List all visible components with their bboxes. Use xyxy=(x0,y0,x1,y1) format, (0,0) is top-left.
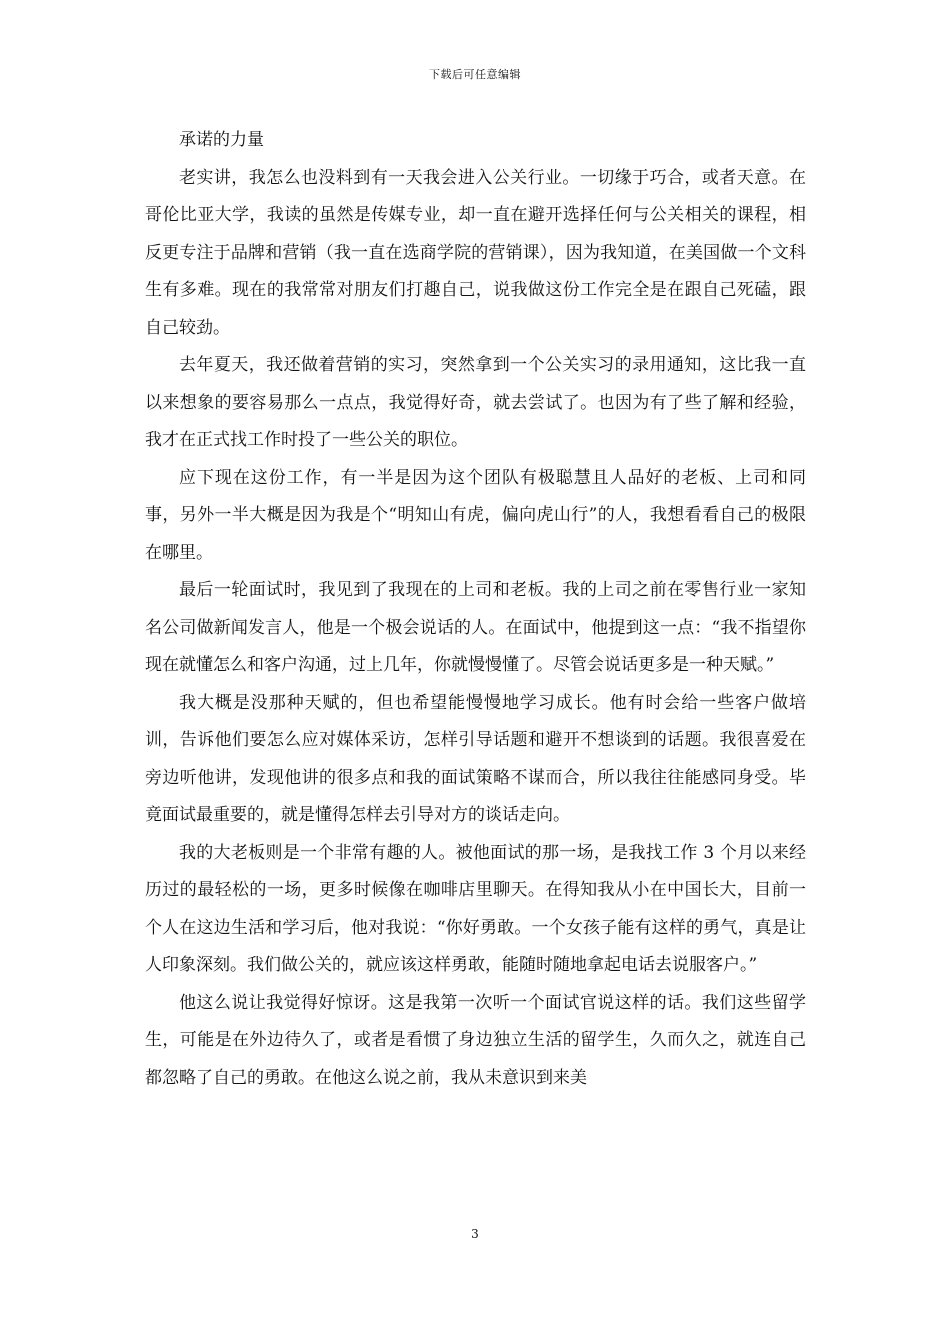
page-number: 3 xyxy=(471,1227,479,1241)
article-title: 承诺的力量 xyxy=(179,130,264,150)
paragraph-6: 我的大老板则是一个非常有趣的人。被他面试的那一场，是我找工作 3 个月以来经历过的最轻松的一场，更多时候像在咖啡店里聊天。在得知我从小在中国长大，目前一个人在这边生活和学习后，他对我说：“你好勇敢。一个女孩子能有这样的勇气，真是让人印象深刻。我们做公关的，就应该这样勇敢，能随时随地拿起电话去说服客户。” xyxy=(145,842,806,975)
document-body xyxy=(145,122,806,1097)
paragraph-7: 他这么说让我觉得好惊讶。这是我第一次听一个面试官说这样的话。我们这些留学生，可能是在外边待久了，或者是看惯了身边独立生活的留学生，久而久之，就连自己都忽略了自己的勇敢。在他这么说之前，我从未意识到来美 xyxy=(145,992,806,1088)
page-header: 下载后可任意编辑 xyxy=(429,68,521,81)
paragraph-4: 最后一轮面试时，我见到了我现在的上司和老板。我的上司之前在零售行业一家知名公司做新闻发言人，他是一个极会说话的人。在面试中，他提到这一点：“我不指望你现在就懂怎么和客户沟通，过上几年，你就慢慢懂了。尽管会说话更多是一种天赋。” xyxy=(145,580,806,675)
paragraph-5: 我大概是没那种天赋的，但也希望能慢慢地学习成长。他有时会给一些客户做培训，告诉他们要怎么应对媒体采访，怎样引导话题和避开不想谈到的话题。我很喜爱在旁边听他讲，发现他讲的很多点和我的面试策略不谋而合，所以我往往能感同身受。毕竟面试最重要的，就是懂得怎样去引导对方的谈话走向。 xyxy=(145,692,806,825)
paragraph-1: 老实讲，我怎么也没料到有一天我会进入公关行业。一切缘于巧合，或者天意。在哥伦比亚大学，我读的虽然是传媒专业，却一直在避开选择任何与公关相关的课程，相反更专注于品牌和营销（我一直在选商学院的营销课），因为我知道，在美国做一个文科生有多难。现在的我常常对朋友们打趣自己，说我做这份工作完全是在跟自己死磕，跟自己较劲。 xyxy=(145,167,806,338)
paragraph-2: 去年夏天，我还做着营销的实习，突然拿到一个公关实习的录用通知，这比我一直以来想象的要容易那么一点点，我觉得好奇，就去尝试了。也因为有了些了解和经验，我才在正式找工作时投了一些公关的职位。 xyxy=(145,355,806,450)
paragraph-3: 应下现在这份工作，有一半是因为这个团队有极聪慧且人品好的老板、上司和同事，另外一半大概是因为我是个“明知山有虎，偏向虎山行”的人，我想看看自己的极限在哪里。 xyxy=(145,467,806,563)
